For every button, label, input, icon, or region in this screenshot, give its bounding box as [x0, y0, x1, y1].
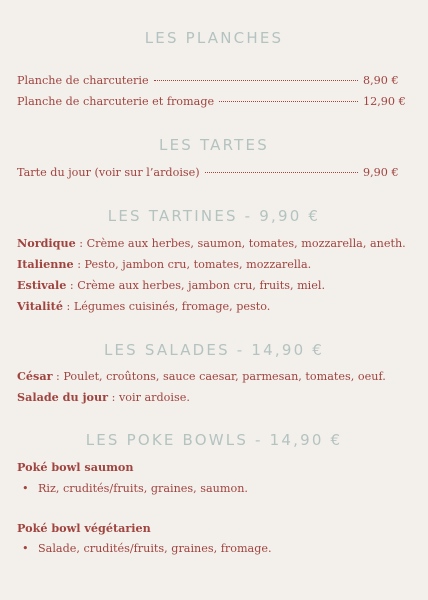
dot-leader	[219, 101, 358, 102]
menu-item-estivale	[17, 278, 418, 292]
item-price: 12,90 €	[363, 95, 406, 108]
item-name: César	[17, 369, 53, 383]
item-name: Tarte du jour (voir sur l’ardoise)	[17, 166, 200, 179]
menu-item-poke-saumon	[17, 460, 418, 474]
menu-item-italienne	[17, 257, 418, 271]
item-name: Nordique	[17, 236, 76, 250]
bullet-icon: •	[22, 482, 29, 495]
item-name: Planche de charcuterie	[17, 74, 149, 87]
item-desc: : voir ardoise.	[108, 391, 190, 404]
menu-item-salade-du-jour	[17, 390, 418, 404]
section-title-tartes: LES TARTES	[159, 136, 269, 154]
menu-item-tarte-du-jour	[17, 166, 403, 179]
bullet-icon: •	[22, 542, 29, 555]
section-title-tartines: LES TARTINES - 9,90 €	[107, 207, 321, 225]
item-name: Planche de charcuterie et fromage	[17, 95, 215, 108]
dot-leader	[205, 172, 358, 173]
item-desc: Riz, crudités/fruits, graines, saumon.	[38, 482, 248, 495]
menu-item-planche-charcuterie-fromage	[17, 95, 406, 108]
item-desc: Salade, crudités/fruits, graines, fromage.	[38, 542, 272, 555]
item-name: Poké bowl végétarien	[17, 521, 151, 535]
dot-leader	[154, 80, 358, 81]
item-desc: : Légumes cuisinés, fromage, pesto.	[62, 300, 271, 313]
item-price: 8,90 €	[363, 74, 399, 87]
list-item	[22, 482, 248, 495]
item-name: Poké bowl saumon	[17, 460, 134, 474]
menu-item-poke-vegetarien	[17, 521, 418, 535]
item-desc: : Crème aux herbes, jambon cru, fruits, miel.	[66, 279, 326, 292]
section-title-salades: LES SALADES - 14,90 €	[103, 341, 325, 359]
menu-item-vitalite	[17, 299, 418, 313]
section-title-poke-bowls: LES POKE BOWLS - 14,90 €	[85, 431, 343, 449]
item-name: Estivale	[17, 278, 67, 292]
item-price: 9,90 €	[363, 166, 399, 179]
menu-item-planche-charcuterie	[17, 74, 403, 87]
item-desc: : Crème aux herbes, saumon, tomates, mozzarella, aneth.	[75, 237, 406, 250]
item-desc: : Poulet, croûtons, sauce caesar, parmesan, tomates, oeuf.	[52, 370, 386, 383]
item-name: Salade du jour	[17, 390, 109, 404]
section-title-planches: LES PLANCHES	[144, 29, 284, 47]
list-item	[22, 542, 272, 555]
item-name: Vitalité	[17, 299, 63, 313]
item-name: Italienne	[17, 257, 74, 271]
menu-item-cesar	[17, 369, 418, 383]
item-desc: : Pesto, jambon cru, tomates, mozzarella.	[73, 258, 312, 271]
menu-item-nordique	[17, 236, 418, 250]
